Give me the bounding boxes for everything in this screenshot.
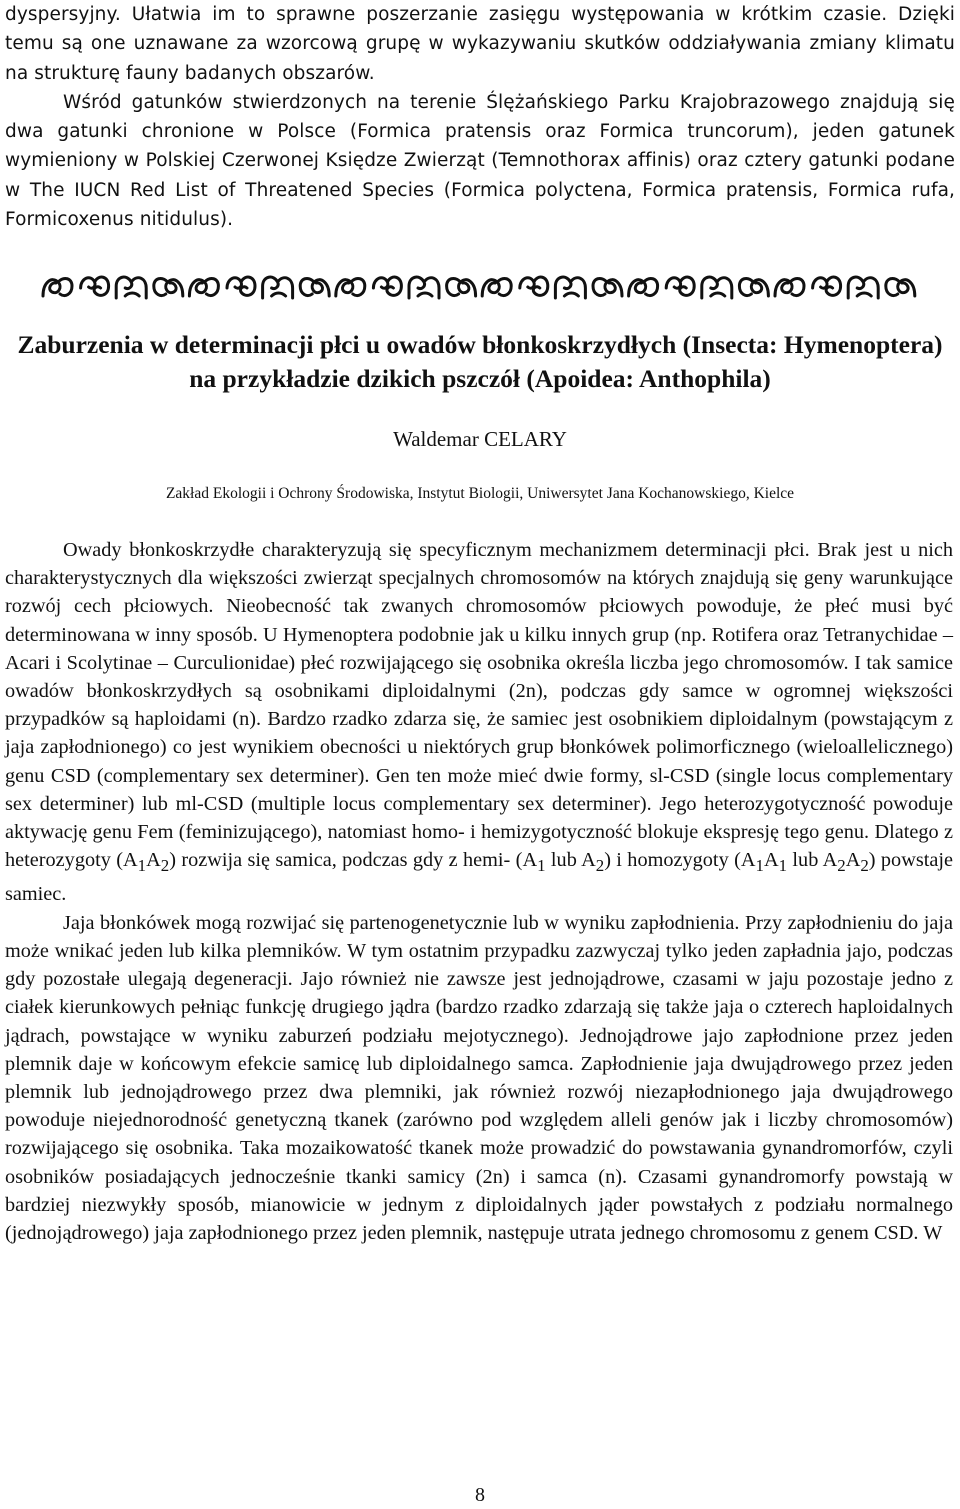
paragraph-text: ) rozwija się samica, podczas gdy z hemi- (: [169, 849, 523, 872]
page-number: 8: [475, 1484, 485, 1506]
ornament-glyph: [886, 279, 915, 296]
ornament-glyph: [593, 279, 622, 296]
paragraph-text: lub: [545, 849, 582, 872]
ornament-glyph: [373, 277, 401, 295]
genotype-formula: $A_1A_2$: [123, 849, 170, 876]
ornament-glyph: [189, 279, 218, 296]
ornament-glyph: [482, 279, 511, 296]
ornament-glyph: [702, 277, 732, 298]
author-affiliation: Zakład Ekologii i Ochrony Środowiska, Instytut Biologii, Uniwersytet Jana Kochanowskiego, Kielce: [165, 485, 795, 502]
ornament-glyph: [409, 277, 439, 298]
ornament-glyph: [81, 277, 109, 295]
ornament-glyph: [813, 277, 841, 295]
ornament-glyph: [336, 279, 365, 296]
paragraph-text: lub: [787, 849, 823, 872]
genotype-formula: $A_1A_1$: [740, 849, 788, 876]
previous-article-continuation: [5, 0, 955, 234]
ornament-glyph: [775, 279, 804, 296]
ornament-glyph: [43, 279, 72, 296]
ornament-glyph: [227, 277, 255, 295]
ornament-glyph: [555, 277, 585, 298]
paragraph-text: ) powstaje samiec.: [5, 849, 954, 906]
article-title: Zaburzenia w determinacji płci u owadów błonkoskrzydłych (Insecta: Hymenoptera) na przykładzie dzikich pszczół (Apoidea: Anthophila): [17, 330, 943, 393]
previous-paragraph-1: dyspersyjny. Ułatwia im to sprawne poszerzanie zasięgu występowania w krótkim czasie. Dzięki temu są one uznawane za wzorcową grupę w wykazywaniu skutków oddziaływania zmiany klimatu na strukturę fauny badanych obszarów.: [5, 4, 955, 84]
ornament-glyph: [739, 279, 768, 296]
genotype-formula: $A_2$: [581, 849, 605, 876]
genotype-formula: $A_2A_2$: [822, 849, 869, 876]
ornament-glyph: [447, 279, 476, 296]
ornament-glyph: [848, 277, 878, 298]
paragraph-text: ) i homozygoty (: [604, 849, 741, 872]
ornament-glyph: [666, 277, 694, 295]
genotype-formula: $A_1$: [522, 849, 546, 876]
ornament-glyph: [263, 277, 293, 298]
body-paragraph-2: Jaja błonkówek mogą rozwijać się partenogenetycznie lub w wyniku zapłodnienia. Przy zapłodnieniu do jaja może wnikać jeden lub kilka plemników. W tym ostatnim przypadku zazwyczaj tylko jeden zapładnia jajo, podczas gdy pozostałe ulegają degeneracji. Jajo również nie zawsze jest jednojądrowe, czasami w jaju pozostaje jedno z ciałek kierunkowych pełniąc funkcję drugiego jądra (bardzo rzadko zdarzają się także jaja o czterech haploidalnych jądrach, powstające w wyniku zaburzeń podziału mejotycznego). Jednojądrowe jajo zapłodnione przez jeden plemnik daje w końcowym efekcie samicę lub diploidalnego samca. Zapłodnienie jaja dwujądrowego przez jeden plemnik lub jednojądrowego przez dwa plemniki, jak również rozwój niezapłodnionego jaja dwujądrowego powoduje niejednorodność genetyczną tkanek (zarówno pod względem alleli genów jak i liczby chromosomów) rozwijającego się osobnika. Taka mozaikowatość tkanek może prowadzić do powstawania gynandromorfów, czyli osobników posiadających jednocześnie tkanki samicy (2n) i samca (n). Czasami gynandromorfy powstają w bardziej niezwykły sposób, mianowicie w jednym z diploidalnych jąder powstałych z podziału normalnego (jednojądrowego) jaja zapłodnionego przez jeden plemnik, następuje utrata jednego chromosomu z genem CSD. W: [5, 911, 953, 1244]
paragraph-text: Owady błonkoskrzydłe charakteryzują się specyficznym mechanizmem determinacji płci. Brak jest u nich charakterystycznych dla większości zwierząt specjalnych chromosomów na których znajdują się geny warunkujące rozwój cech płciowych. Nieobecność tak zwanych chromosomów płciowych powoduje, że płeć musi być determinowana w inny sposób. U Hymenoptera podobnie jak u kilku innych grup (np. Rotifera oraz Tetranychidae – Acari i Scolytinae – Curculionidae) płeć rozwijającego się osobnika określa liczba jego chromosomów. I tak samice owadów błonkoskrzydłych są osobnikami diploidalnymi (2n), podczas gdy samce w ogromnej większości przypadków są haploidami (n). Bardzo rzadko zdarza się, że samiec jest osobnikiem diploidalnym (powstającym z jaja zapłodnionego) co jest wynikiem obecności u niektórych grup błonkówek polimorficznego (wieloallelicznego) genu CSD (complementary sex determiner). Gen ten może mieć dwie formy, sl-CSD (single locus complementary sex determiner) lub ml-CSD (multiple locus complementary sex determiner). Jego heterozygotyczność powoduje aktywację genu Fem (feminizującego), natomiast homo- i hemizygotyczność blokuje ekspresję tego genu. Dlatego z heterozygoty (: [5, 539, 953, 872]
body-paragraph-1: [5, 536, 953, 909]
ornament-glyph: [629, 279, 658, 296]
ornament-glyph: [116, 277, 146, 298]
article-body: [5, 536, 953, 1247]
ornament-glyph: [520, 277, 548, 295]
floral-divider-icon: [40, 266, 920, 306]
article-author: Waldemar CELARY: [393, 427, 567, 451]
floral-divider-graphic: [40, 266, 920, 306]
ornament-glyph: [154, 279, 183, 296]
previous-paragraph-2: Wśród gatunków stwierdzonych na terenie Ślężańskiego Parku Krajobrazowego znajdują się dwa gatunki chronione w Polsce (Formica pratensis oraz Formica truncorum), jeden gatunek wymieniony w Polskiej Czerwonej Księdze Zwierząt (Temnothorax affinis) oraz cztery gatunki podane w The IUCN Red List of Threatened Species (Formica polyctena, Formica pratensis, Formica rufa, Formicoxenus nitidulus).: [5, 91, 955, 231]
ornament-glyph: [300, 279, 329, 296]
